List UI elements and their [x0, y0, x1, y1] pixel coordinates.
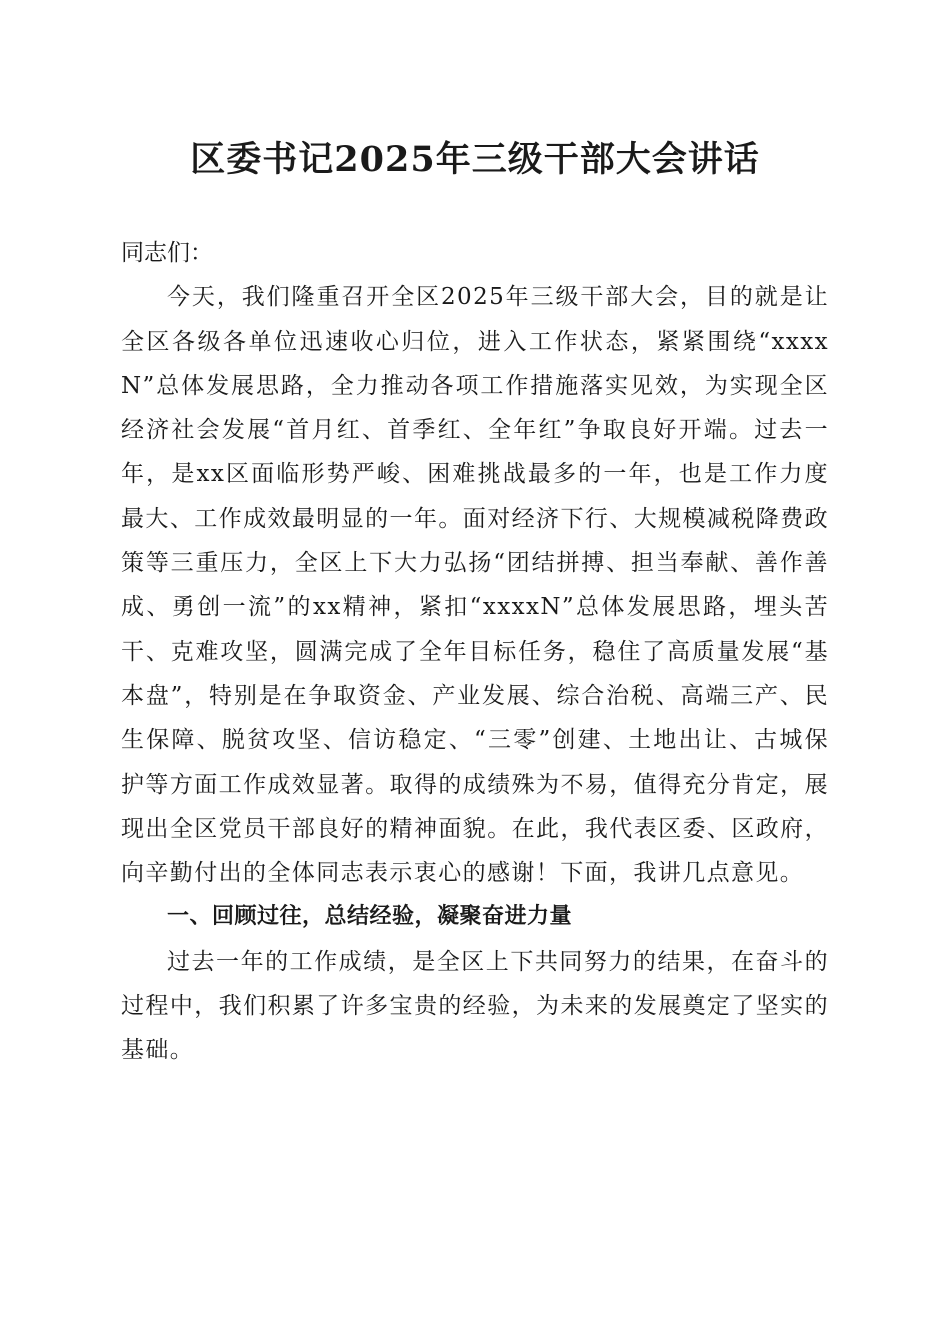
document-body: [121, 231, 829, 1073]
salutation: 同志们：: [121, 240, 213, 266]
body-paragraph: 今天，我们隆重召开全区2025年三级干部大会，目的就是让全区各级各单位迅速收心归位，进入工作状态，紧紧围绕“xxxxN”总体发展思路，全力推动各项工作措施落实见效，为实现全区经济社会发展“首月红、首季红、全年红”争取良好开端。过去一年，是xx区面临形势严峻、困难挑战最多的一年，也是工作力度最大、工作成效最明显的一年。面对经济下行、大规模减税降费政策等三重压力，全区上下大力弘扬“团结拼搏、担当奉献、善作善成、勇创一流”的xx精神，紧扣“xxxxN”总体发展思路，埋头苦干、克难攻坚，圆满完成了全年目标任务，稳住了高质量发展“基本盘”，特别是在争取资金、产业发展、综合治税、高端三产、民生保障、脱贫攻坚、信访稳定、“三零”创建、土地出让、古城保护等方面工作成效显著。取得的成绩殊为不易，值得充分肯定，展现出全区党员干部良好的精神面貌。在此，我代表区委、区政府，向辛勤付出的全体同志表示衷心的感谢！下面，我讲几点意见。: [121, 284, 829, 887]
section-paragraph: 过去一年的工作成绩，是全区上下共同努力的结果，在奋斗的过程中，我们积累了许多宝贵的经验，为未来的发展奠定了坚实的基础。: [121, 948, 829, 1064]
document-title: 区委书记2025年三级干部大会讲话: [190, 139, 760, 180]
section-heading: 一、回顾过往，总结经验，凝聚奋进力量: [167, 904, 573, 930]
